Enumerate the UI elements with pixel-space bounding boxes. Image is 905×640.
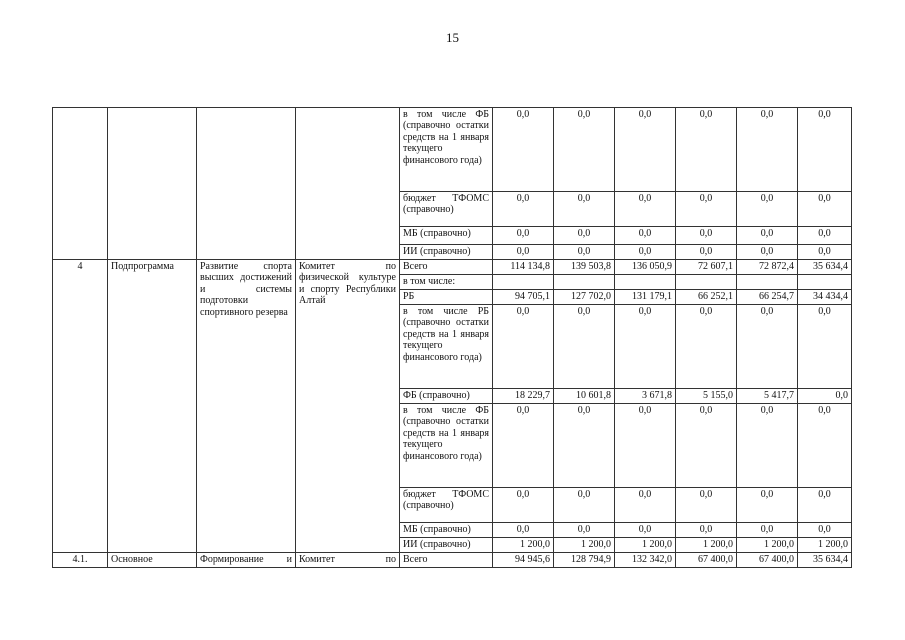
value-cell: 0,0 [798,404,852,488]
table-row [53,553,852,568]
value-cell: 0,0 [798,108,852,192]
value-cell: 1 200,0 [554,538,615,553]
value-cell: 131 179,1 [615,290,676,305]
value-cell: 94 705,1 [493,290,554,305]
value-cell: 0,0 [737,245,798,260]
value-cell: 3 671,8 [615,389,676,404]
value-cell: 0,0 [493,227,554,245]
value-cell: 127 702,0 [554,290,615,305]
value-cell: 0,0 [798,245,852,260]
source-label-cell: ФБ (справочно) [400,389,493,404]
source-label-cell: Всего [400,260,493,275]
value-cell: 35 634,4 [798,260,852,275]
value-cell: 0,0 [737,523,798,538]
value-cell: 5 155,0 [676,389,737,404]
source-label-cell: в том числе ФБ (справочно остатки средств на 1 января текущего финансового года) [400,108,493,192]
value-cell: 94 945,6 [493,553,554,568]
value-cell: 0,0 [737,305,798,389]
value-cell: 0,0 [737,192,798,227]
value-cell: 0,0 [798,389,852,404]
value-cell [554,275,615,290]
value-cell [676,275,737,290]
value-cell: 0,0 [676,305,737,389]
value-cell: 1 200,0 [737,538,798,553]
value-cell: 0,0 [798,523,852,538]
row-type-cell [108,108,197,260]
value-cell: 5 417,7 [737,389,798,404]
value-cell: 67 400,0 [676,553,737,568]
value-cell: 136 050,9 [615,260,676,275]
value-cell: 0,0 [493,245,554,260]
value-cell: 0,0 [798,227,852,245]
source-label-cell: бюджет ТФОМС (справочно) [400,488,493,523]
source-label-cell: в том числе ФБ (справочно остатки средств на 1 января текущего финансового года) [400,404,493,488]
value-cell: 0,0 [554,227,615,245]
row-number-cell: 4 [53,260,108,553]
source-label-cell: в том числе: [400,275,493,290]
value-cell: 0,0 [676,523,737,538]
row-name-cell: Формирование и [197,553,296,568]
value-cell: 72 607,1 [676,260,737,275]
source-label-cell: Всего [400,553,493,568]
source-label-cell: бюджет ТФОМС (справочно) [400,192,493,227]
value-cell: 72 872,4 [737,260,798,275]
value-cell: 0,0 [615,227,676,245]
value-cell: 0,0 [554,488,615,523]
value-cell: 0,0 [615,305,676,389]
value-cell: 0,0 [737,404,798,488]
value-cell: 0,0 [554,192,615,227]
value-cell: 128 794,9 [554,553,615,568]
source-label-cell: ИИ (справочно) [400,538,493,553]
value-cell: 66 254,7 [737,290,798,305]
row-number-cell [53,108,108,260]
value-cell: 0,0 [615,488,676,523]
value-cell: 1 200,0 [676,538,737,553]
source-label-cell: МБ (справочно) [400,523,493,538]
page-number: 15 [446,30,459,45]
value-cell: 0,0 [554,305,615,389]
value-cell: 0,0 [798,488,852,523]
value-cell: 0,0 [676,108,737,192]
value-cell: 0,0 [554,404,615,488]
value-cell [615,275,676,290]
value-cell: 0,0 [493,523,554,538]
value-cell: 0,0 [615,108,676,192]
value-cell: 0,0 [676,488,737,523]
row-name-cell [197,108,296,260]
source-label-cell: МБ (справочно) [400,227,493,245]
row-type-cell: Основное [108,553,197,568]
value-cell [737,275,798,290]
source-label-cell: РБ [400,290,493,305]
row-executor-cell: Комитет по [296,553,400,568]
value-cell: 10 601,8 [554,389,615,404]
value-cell: 0,0 [554,245,615,260]
value-cell: 0,0 [493,488,554,523]
value-cell: 0,0 [798,192,852,227]
value-cell: 114 134,8 [493,260,554,275]
value-cell: 0,0 [615,404,676,488]
value-cell: 0,0 [493,404,554,488]
value-cell: 1 200,0 [615,538,676,553]
value-cell: 1 200,0 [493,538,554,553]
value-cell: 139 503,8 [554,260,615,275]
value-cell: 1 200,0 [798,538,852,553]
value-cell: 34 434,4 [798,290,852,305]
table-row [53,108,852,192]
budget-table [52,107,852,568]
value-cell: 0,0 [554,108,615,192]
value-cell: 0,0 [676,227,737,245]
value-cell: 0,0 [615,523,676,538]
value-cell: 66 252,1 [676,290,737,305]
value-cell: 0,0 [615,245,676,260]
row-executor-cell: Комитет по физической культуре и спорту Республики Алтай [296,260,400,553]
table-row [53,260,852,275]
value-cell: 67 400,0 [737,553,798,568]
value-cell: 0,0 [737,488,798,523]
value-cell: 0,0 [798,305,852,389]
value-cell: 0,0 [737,227,798,245]
row-executor-cell [296,108,400,260]
value-cell: 0,0 [676,245,737,260]
value-cell: 35 634,4 [798,553,852,568]
value-cell: 0,0 [676,404,737,488]
value-cell: 0,0 [615,192,676,227]
row-name-cell: Развитие спорта высших достижений и системы подготовки спортивного резерва [197,260,296,553]
value-cell: 0,0 [493,305,554,389]
value-cell: 18 229,7 [493,389,554,404]
value-cell: 0,0 [676,192,737,227]
row-type-cell: Подпрограмма [108,260,197,553]
value-cell [798,275,852,290]
value-cell [493,275,554,290]
value-cell: 0,0 [554,523,615,538]
value-cell: 132 342,0 [615,553,676,568]
row-number-cell: 4.1. [53,553,108,568]
source-label-cell: ИИ (справочно) [400,245,493,260]
value-cell: 0,0 [493,192,554,227]
value-cell: 0,0 [737,108,798,192]
source-label-cell: в том числе РБ (справочно остатки средств на 1 января текущего финансового года) [400,305,493,389]
value-cell: 0,0 [493,108,554,192]
